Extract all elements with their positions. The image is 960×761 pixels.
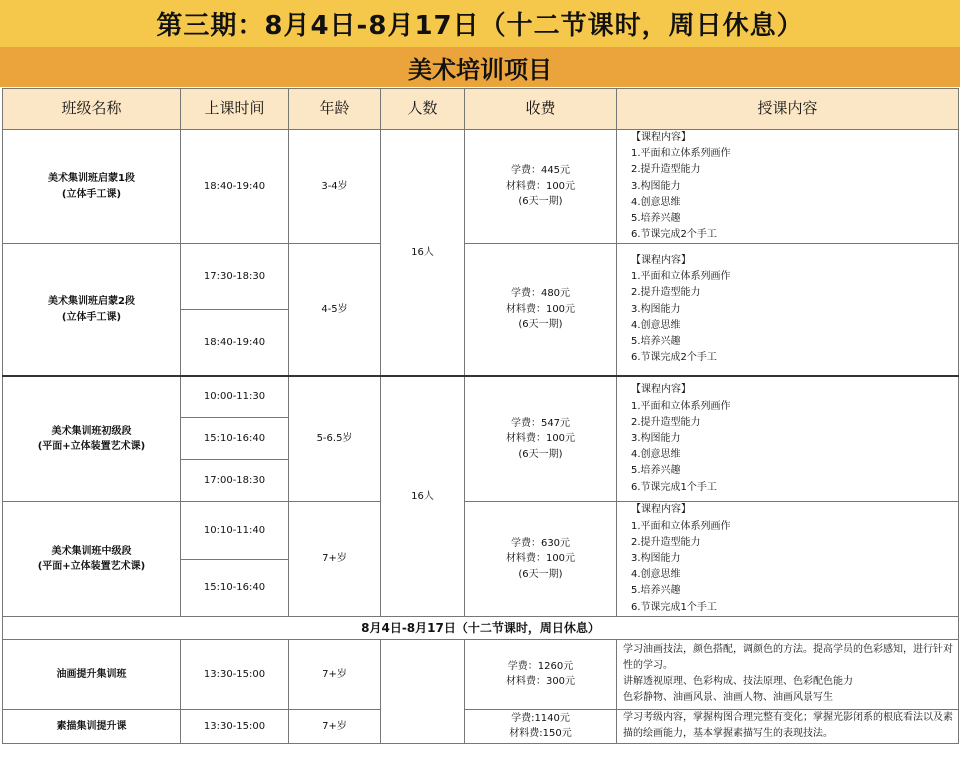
class-name-line2: (平面+立体装置艺术课) (37, 561, 146, 573)
content-cell (617, 709, 959, 743)
class-name: 素描集训提升课 (3, 709, 181, 743)
table-row (3, 130, 959, 244)
content-line: 5.培养兴趣 (631, 585, 681, 597)
content-cell (617, 639, 959, 709)
header-fee: 收费 (465, 89, 617, 130)
class-time: 17:30-18:30 (181, 244, 289, 310)
age-cell: 5-6.5岁 (289, 376, 381, 502)
period-banner: 第三期：8月4日-8月17日（十二节课时，周日休息） (0, 0, 960, 47)
material-fee-text: 材料费:150元 (509, 728, 572, 740)
content-cell (617, 244, 959, 376)
class-time: 13:30-15:00 (181, 709, 289, 743)
period-text: (6天一期) (518, 568, 563, 580)
content-line: 3.构图能力 (631, 553, 681, 565)
content-line: 4.创意思维 (631, 196, 681, 208)
age-cell: 3-4岁 (289, 130, 381, 244)
content-line: 学习油画技法，颜色搭配，调颜色的方法。提高学员的色彩感知，进行针对性的学习。 (623, 644, 953, 672)
class-name (3, 244, 181, 376)
class-name-line2: (平面+立体装置艺术课) (37, 441, 146, 453)
separator-title: 8月4日-8月17日（十二节课时，周日休息） (3, 616, 959, 639)
tuition-text: 学费：480元 (510, 288, 571, 300)
table-row (3, 709, 959, 743)
header-class-time: 上课时间 (181, 89, 289, 130)
content-line: 1.平面和立体系列画作 (631, 520, 731, 532)
content-line: 3.构图能力 (631, 433, 681, 445)
content-line: 4.创意思维 (631, 319, 681, 331)
content-line: 4.创意思维 (631, 449, 681, 461)
project-title: 美术培训项目 (0, 47, 960, 87)
content-cell (617, 502, 959, 616)
material-fee-text: 材料费：100元 (505, 303, 576, 315)
class-name-line2: (立体手工课) (61, 188, 122, 200)
period-text: (6天一期) (518, 448, 563, 460)
table-header-row (3, 89, 959, 130)
content-line: 2.提升造型能力 (631, 287, 701, 299)
class-time: 10:00-11:30 (181, 376, 289, 418)
content-line: 【课程内容】 (631, 132, 691, 143)
content-line: 6.节课完成2个手工 (631, 229, 717, 241)
content-line: 3.构图能力 (631, 303, 681, 315)
class-name-line2: (立体手工课) (61, 311, 122, 323)
table-row (3, 376, 959, 418)
age-cell: 7+岁 (289, 502, 381, 616)
class-time: 10:10-11:40 (181, 502, 289, 559)
content-line: 1.平面和立体系列画作 (631, 148, 731, 160)
header-content: 授课内容 (617, 89, 959, 130)
period-text: (6天一期) (518, 196, 563, 208)
content-line: 3.构图能力 (631, 180, 681, 192)
tuition-text: 学费：630元 (510, 537, 571, 549)
material-fee-text: 材料费：100元 (505, 180, 576, 192)
material-fee-text: 材料费：100元 (505, 433, 576, 445)
class-time: 18:40-19:40 (181, 310, 289, 376)
content-line: 2.提升造型能力 (631, 416, 701, 428)
header-class-name: 班级名称 (3, 89, 181, 130)
fee-cell (465, 130, 617, 244)
table-row (3, 639, 959, 709)
content-line: 学习考级内容，掌握构图合理完整有变化；掌握光影闭系的根底看法以及素描的绘画能力，基本掌握素描写生的表现技法。 (623, 712, 953, 740)
material-fee-text: 材料费：300元 (505, 676, 576, 688)
class-name-line1: 美术集训班启蒙1段 (48, 173, 135, 185)
content-line: 2.提升造型能力 (631, 164, 701, 176)
content-line: 5.培养兴趣 (631, 213, 681, 225)
header-age: 年龄 (289, 89, 381, 130)
class-name: 油画提升集训班 (3, 639, 181, 709)
content-line: 讲解透视原理、色彩构成、技法原理、色彩配色能力 (623, 676, 853, 688)
content-line: 【课程内容】 (631, 254, 691, 266)
class-name-line1: 美术集训班中级段 (51, 545, 132, 557)
tuition-text: 学费：1260元 (507, 660, 574, 672)
table-row (3, 502, 959, 559)
class-name (3, 130, 181, 244)
period-text: (6天一期) (518, 319, 563, 331)
age-cell: 7+岁 (289, 709, 381, 743)
material-fee-text: 材料费：100元 (505, 553, 576, 565)
content-line: 色彩静物、油画风景、油画人物、油画风景写生 (623, 692, 833, 704)
class-time: 17:00-18:30 (181, 460, 289, 502)
age-cell: 7+岁 (289, 639, 381, 709)
separator-row (3, 616, 959, 639)
count-cell: 16人 (381, 376, 465, 616)
tuition-text: 学费:1140元 (511, 712, 570, 724)
count-cell: 16人 (381, 130, 465, 376)
content-line: 5.培养兴趣 (631, 465, 681, 477)
class-time: 15:10-16:40 (181, 559, 289, 616)
table-row (3, 244, 959, 310)
class-name (3, 376, 181, 502)
class-time: 13:30-15:00 (181, 639, 289, 709)
fee-cell (465, 639, 617, 709)
content-line: 2.提升造型能力 (631, 536, 701, 548)
class-name-line1: 美术集训班初级段 (51, 425, 132, 437)
tuition-text: 学费：445元 (510, 165, 571, 177)
content-line: 【课程内容】 (631, 504, 691, 516)
class-name-line1: 美术集训班启蒙2段 (48, 296, 135, 308)
content-cell (617, 376, 959, 502)
content-line: 4.创意思维 (631, 569, 681, 581)
header-count: 人数 (381, 89, 465, 130)
class-time: 15:10-16:40 (181, 418, 289, 460)
content-cell (617, 130, 959, 244)
content-line: 1.平面和立体系列画作 (631, 271, 731, 283)
course-table (2, 88, 959, 744)
class-time: 18:40-19:40 (181, 130, 289, 244)
class-name (3, 502, 181, 616)
fee-cell (465, 244, 617, 376)
age-cell: 4-5岁 (289, 244, 381, 376)
content-line: 6.节课完成1个手工 (631, 601, 717, 613)
content-line: 6.节课完成2个手工 (631, 352, 717, 364)
tuition-text: 学费：547元 (510, 417, 571, 429)
fee-cell (465, 502, 617, 616)
fee-cell (465, 709, 617, 743)
content-line: 6.节课完成1个手工 (631, 481, 717, 493)
fee-cell (465, 376, 617, 502)
content-line: 5.培养兴趣 (631, 335, 681, 347)
count-cell-empty (381, 639, 465, 743)
content-line: 【课程内容】 (631, 384, 691, 396)
content-line: 1.平面和立体系列画作 (631, 400, 731, 412)
